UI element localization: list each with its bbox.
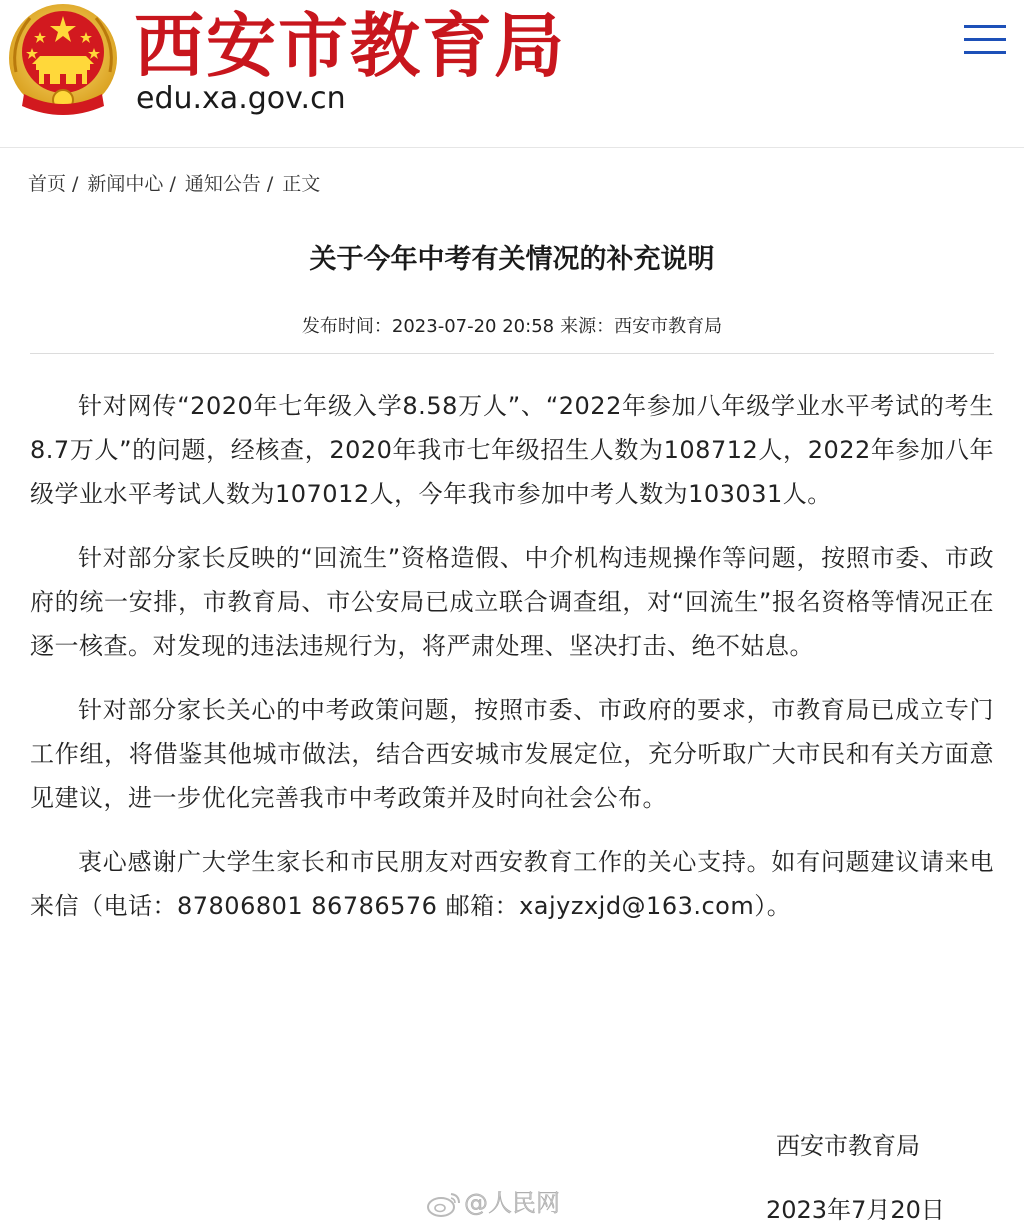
article-content (30, 384, 994, 948)
breadcrumb-separator: / (266, 173, 274, 195)
article-paragraph: 针对部分家长反映的“回流生”资格造假、中介机构违规操作等问题，按照市委、市政府的统一安排，市教育局、市公安局已成立联合调查组，对“回流生”报名资格等情况正在逐一核查。对发现的违法违规行为，将严肃处理、坚决打击、绝不姑息。 (30, 544, 994, 660)
watermark-text: @人民网 (464, 1189, 560, 1217)
menu-button[interactable] (964, 24, 1008, 56)
article-meta (0, 313, 1024, 341)
watermark (426, 1186, 560, 1220)
article-paragraph: 针对网传“2020年七年级入学8.58万人”、“2022年参加八年级学业水平考试的考生8.7万人”的问题，经核查，2020年我市七年级招生人数为108712人，2022年参加八年级学业水平考试人数为107012人，今年我市参加中考人数为103031人。 (30, 392, 994, 508)
site-name: 西安市教育局 (134, 4, 566, 87)
publish-time: 2023-07-20 20:58 (391, 316, 555, 337)
breadcrumb-news-center[interactable]: 新闻中心 (87, 173, 164, 195)
breadcrumb-current: 正文 (282, 173, 321, 195)
source-value: 西安市教育局 (614, 316, 723, 337)
weibo-icon (426, 1190, 462, 1218)
site-header (0, 0, 1024, 148)
hamburger-menu-icon (964, 24, 1008, 56)
breadcrumb-notices[interactable]: 通知公告 (184, 173, 261, 195)
source-label: 来源： (560, 316, 615, 337)
site-url: edu.xa.gov.cn (136, 81, 346, 116)
breadcrumb-home[interactable]: 首页 (28, 173, 67, 195)
signature-date: 2023年7月20日 (766, 1196, 945, 1224)
national-emblem-icon (6, 2, 120, 118)
breadcrumb (28, 170, 320, 198)
breadcrumb-separator: / (72, 173, 79, 195)
signature-org: 西安市教育局 (776, 1132, 920, 1160)
article-paragraph: 针对部分家长关心的中考政策问题，按照市委、市政府的要求，市教育局已成立专门工作组，将借鉴其他城市做法，结合西安城市发展定位，充分听取广大市民和有关方面意见建议，进一步优化完善我市中考政策并及时向社会公布。 (30, 696, 994, 812)
breadcrumb-separator: / (169, 173, 176, 195)
publish-time-label: 发布时间： (301, 316, 392, 337)
article-paragraph: 衷心感谢广大学生家长和市民朋友对西安教育工作的关心支持。如有问题建议请来电来信（电话：87806801 86786576 邮箱：xajyzxjd@163.com）。 (30, 848, 994, 920)
article-title: 关于今年中考有关情况的补充说明 (309, 244, 715, 275)
divider (30, 353, 994, 354)
